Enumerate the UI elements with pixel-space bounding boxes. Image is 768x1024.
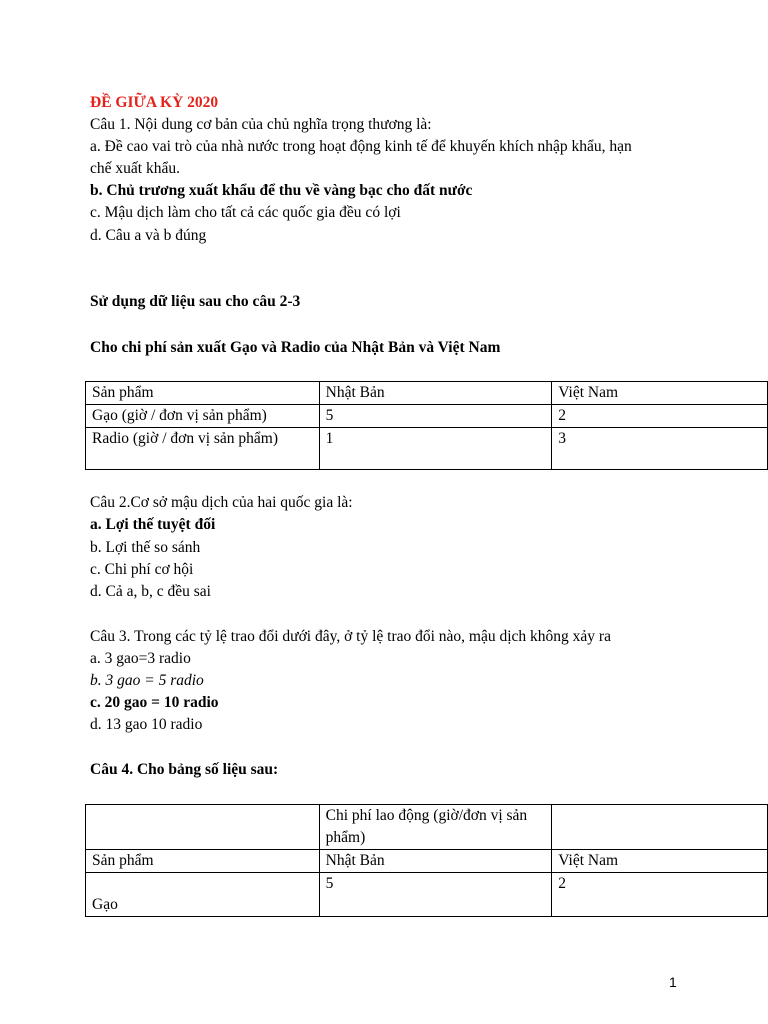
q3-option-c: c. 20 gao = 10 radio	[90, 694, 219, 711]
table-row	[86, 873, 768, 917]
q3-option-a: a. 3 gao=3 radio	[90, 650, 191, 667]
table-header-cell: Sản phẩm	[86, 382, 320, 405]
table-header-cell	[86, 805, 320, 850]
q1-option-d: d. Câu a và b đúng	[90, 227, 207, 244]
table-header-row	[86, 805, 768, 850]
q1-option-a-line2: chế xuất khẩu.	[90, 160, 180, 177]
table-cell: 2	[552, 873, 768, 917]
q2-question: Câu 2.Cơ sở mậu dịch của hai quốc gia là:	[90, 494, 353, 511]
table-header-cell: Việt Nam	[552, 850, 768, 873]
cost-table	[85, 381, 768, 470]
table-header-row	[86, 382, 768, 405]
q2-option-b: b. Lợi thế so sánh	[90, 539, 201, 556]
table-cell: 2	[552, 405, 768, 428]
table-header-cell: Việt Nam	[552, 382, 768, 405]
table-header-cell	[319, 805, 552, 850]
table-cell: 5	[319, 873, 552, 917]
table-header-cell	[552, 805, 768, 850]
q3-option-b: b. 3 gao = 5 radio	[90, 672, 204, 689]
q3-option-d: d. 13 gao 10 radio	[90, 716, 203, 733]
q1-option-b: b. Chủ trương xuất khẩu để thu về vàng bạc cho đất nước	[90, 182, 473, 199]
table-cell: 5	[319, 405, 552, 428]
table-cell: Radio (giờ / đơn vị sản phẩm)	[86, 428, 320, 470]
q1-option-a-line1: a. Đề cao vai trò của nhà nước trong hoạt động kinh tế để khuyến khích nhập khẩu, hạn	[90, 138, 632, 155]
table-cell: Gạo (giờ / đơn vị sản phẩm)	[86, 405, 320, 428]
table-cell: 1	[319, 428, 552, 470]
table-row	[86, 428, 768, 470]
q3-question: Câu 3. Trong các tỷ lệ trao đổi dưới đây, ở tỷ lệ trao đổi nào, mậu dịch không xảy ra	[90, 628, 611, 645]
page-number: 1	[669, 974, 677, 990]
q2-option-d: d. Cả a, b, c đều sai	[90, 583, 211, 600]
data-heading: Sử dụng dữ liệu sau cho câu 2-3	[90, 293, 301, 310]
table-row	[86, 405, 768, 428]
table-header-line: phẩm)	[325, 829, 366, 846]
table-header-cell: Sản phẩm	[86, 850, 320, 873]
q4-heading: Câu 4. Cho bảng số liệu sau:	[90, 761, 279, 778]
table-cell: 3	[552, 428, 768, 470]
q1-option-c: c. Mậu dịch làm cho tất cả các quốc gia đều có lợi	[90, 204, 401, 221]
table-header-cell: Nhật Bản	[319, 850, 552, 873]
table-header-line: Chi phí lao động (giờ/đơn vị sản	[325, 807, 528, 824]
table-cell: Gạo	[86, 873, 320, 917]
table1-heading: Cho chi phí sản xuất Gạo và Radio của Nhật Bản và Việt Nam	[90, 339, 501, 356]
table-header-row	[86, 850, 768, 873]
exam-title: ĐỀ GIỮA KỲ 2020	[90, 94, 219, 111]
q1-question: Câu 1. Nội dung cơ bản của chủ nghĩa trọng thương là:	[90, 116, 432, 133]
q2-option-c: c. Chi phí cơ hội	[90, 561, 194, 578]
table-header-cell: Nhật Bản	[319, 382, 552, 405]
q2-option-a: a. Lợi thế tuyệt đối	[90, 516, 216, 533]
labor-cost-table	[85, 804, 768, 917]
